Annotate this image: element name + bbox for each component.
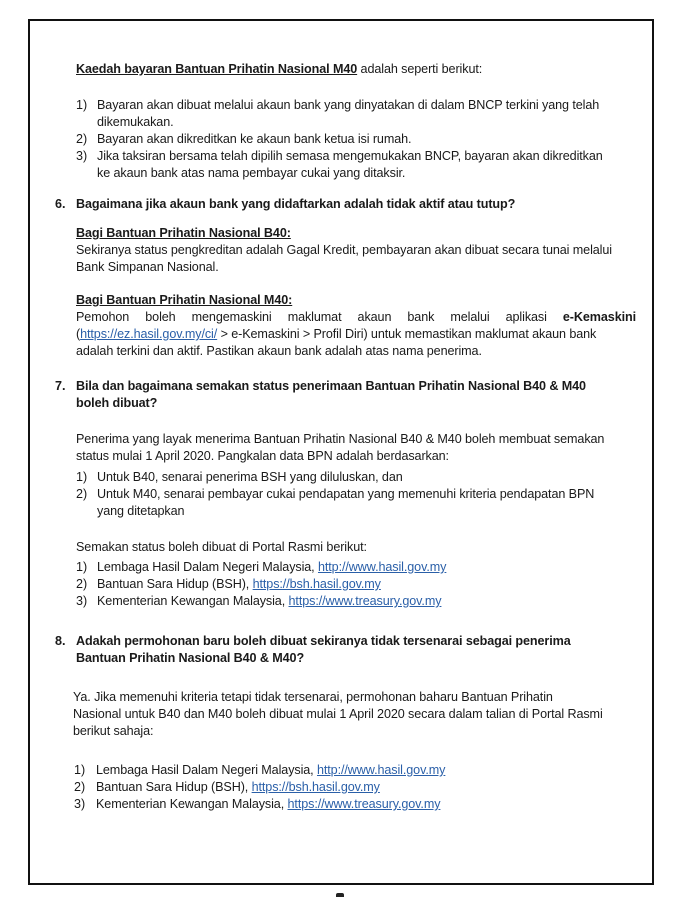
q6-number: 6. bbox=[55, 197, 66, 211]
q8-portal-item bbox=[96, 762, 445, 779]
intro-item-text: Bayaran akan dikreditkan ke akaun bank ketua isi rumah. bbox=[97, 132, 412, 146]
intro-heading-rest: adalah seperti berikut: bbox=[357, 62, 483, 76]
q8-portal-item bbox=[96, 779, 380, 796]
q6-m40-text: > e-Kemaskini > Profil Diri) untuk memastikan maklumat akaun bank bbox=[217, 327, 597, 341]
q6-m40-text-line3: adalah terkini dan aktif. Pastikan akaun bank adalah atas nama penerima. bbox=[76, 344, 482, 358]
q7-portal-num: 3) bbox=[76, 594, 88, 608]
e-kemaskini-label: e-Kemaskini bbox=[562, 310, 636, 324]
treasury-link[interactable]: https://www.treasury.gov.my bbox=[287, 797, 441, 811]
q8-paragraph: Ya. Jika memenuhi kriteria tetapi tidak tersenarai, permohonan baharu Bantuan Prihatin bbox=[73, 690, 553, 704]
intro-item-num: 1) bbox=[76, 98, 88, 112]
intro-item-num: 2) bbox=[76, 132, 88, 146]
q6-m40-text: Pemohon boleh mengemaskini maklumat akaun bank melalui aplikasi bbox=[76, 310, 563, 324]
q7-item-text: Untuk B40, senarai penerima BSH yang diluluskan, dan bbox=[97, 470, 403, 484]
portal-label: Kementerian Kewangan Malaysia, bbox=[97, 594, 289, 608]
portal-label: Lembaga Hasil Dalam Negeri Malaysia, bbox=[96, 763, 317, 777]
intro-item-num: 3) bbox=[76, 149, 88, 163]
paren: ( bbox=[76, 327, 81, 341]
q7-portal-intro: Semakan status boleh dibuat di Portal Rasmi berikut: bbox=[76, 540, 367, 554]
q6-m40-text-line2 bbox=[76, 326, 596, 343]
ez-hasil-link[interactable]: https://ez.hasil.gov.my/ci/ bbox=[80, 327, 218, 341]
intro-heading bbox=[76, 61, 482, 78]
bsh-link[interactable]: https://bsh.hasil.gov.my bbox=[251, 780, 380, 794]
q8-number: 8. bbox=[55, 634, 66, 648]
q8-paragraph: berikut sahaja: bbox=[73, 724, 154, 738]
q7-item-text: yang ditetapkan bbox=[97, 504, 185, 518]
bsh-link[interactable]: https://bsh.hasil.gov.my bbox=[252, 577, 381, 591]
q6-b40-text: Sekiranya status pengkreditan adalah Gagal Kredit, pembayaran akan dibuat secara tunai melalui bbox=[76, 243, 612, 257]
q7-portal-num: 2) bbox=[76, 577, 88, 591]
q8-portal-num: 2) bbox=[74, 780, 86, 794]
q7-portal-item bbox=[97, 593, 441, 610]
intro-item-text: ke akaun bank atas nama pembayar cukai yang ditaksir. bbox=[97, 166, 406, 180]
q6-m40-text-line1 bbox=[76, 309, 636, 326]
intro-item-text: Bayaran akan dibuat melalui akaun bank yang dinyatakan di dalam BNCP terkini yang telah bbox=[97, 98, 600, 112]
portal-label: Bantuan Sara Hidup (BSH), bbox=[96, 780, 252, 794]
intro-item-text: Jika taksiran bersama telah dipilih semasa mengemukakan BNCP, bayaran akan dikreditkan bbox=[97, 149, 603, 163]
intro-heading-underlined: Kaedah bayaran Bantuan Prihatin Nasional M40 bbox=[76, 62, 358, 76]
q7-question: boleh dibuat? bbox=[76, 396, 158, 410]
q6-question: Bagaimana jika akaun bank yang didaftarkan adalah tidak aktif atau tutup? bbox=[76, 197, 516, 211]
q6-m40-heading: Bagi Bantuan Prihatin Nasional M40: bbox=[76, 293, 293, 307]
q8-portal-num: 3) bbox=[74, 797, 86, 811]
q7-portal-item bbox=[97, 559, 446, 576]
q8-paragraph: Nasional untuk B40 dan M40 boleh dibuat mulai 1 April 2020 secara dalam talian di Portal Rasmi bbox=[73, 707, 603, 721]
q6-b40-text: Bank Simpanan Nasional. bbox=[76, 260, 219, 274]
q7-question: Bila dan bagaimana semakan status penerimaan Bantuan Prihatin Nasional B40 & M40 bbox=[76, 379, 586, 393]
hasil-link[interactable]: http://www.hasil.gov.my bbox=[316, 763, 446, 777]
q8-portal-num: 1) bbox=[74, 763, 86, 777]
portal-label: Lembaga Hasil Dalam Negeri Malaysia, bbox=[97, 560, 318, 574]
q7-portal-item bbox=[97, 576, 381, 593]
q7-item-text: Untuk M40, senarai pembayar cukai pendapatan yang memenuhi kriteria pendapatan BPN bbox=[97, 487, 595, 501]
page-number-fragment bbox=[336, 893, 344, 897]
q7-paragraph: Penerima yang layak menerima Bantuan Prihatin Nasional B40 & M40 boleh membuat semakan bbox=[76, 432, 605, 446]
portal-label: Kementerian Kewangan Malaysia, bbox=[96, 797, 288, 811]
hasil-link[interactable]: http://www.hasil.gov.my bbox=[317, 560, 447, 574]
q8-question: Adakah permohonan baru boleh dibuat sekiranya tidak tersenarai sebagai penerima bbox=[76, 634, 571, 648]
intro-item-text: dikemukakan. bbox=[97, 115, 174, 129]
q7-number: 7. bbox=[55, 379, 66, 393]
q7-item-num: 1) bbox=[76, 470, 88, 484]
q7-paragraph: status mulai 1 April 2020. Pangkalan data BPN adalah berdasarkan: bbox=[76, 449, 449, 463]
treasury-link[interactable]: https://www.treasury.gov.my bbox=[288, 594, 442, 608]
q8-portal-item bbox=[96, 796, 440, 813]
q7-portal-num: 1) bbox=[76, 560, 88, 574]
q7-item-num: 2) bbox=[76, 487, 88, 501]
portal-label: Bantuan Sara Hidup (BSH), bbox=[97, 577, 253, 591]
q8-question: Bantuan Prihatin Nasional B40 & M40? bbox=[76, 651, 305, 665]
q6-b40-heading: Bagi Bantuan Prihatin Nasional B40: bbox=[76, 226, 291, 240]
